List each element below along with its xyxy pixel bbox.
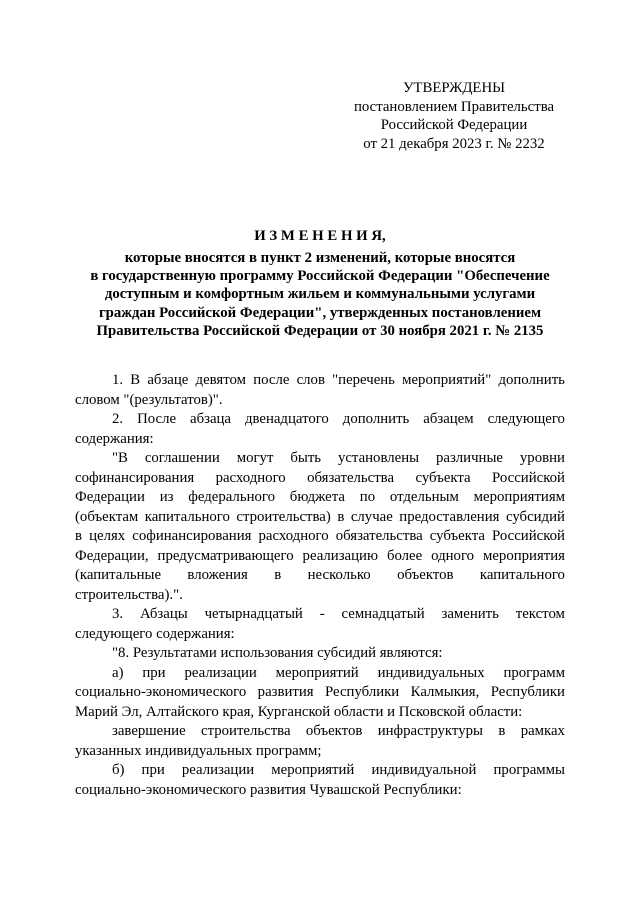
word: развития [257, 684, 314, 700]
paragraph-line [75, 410, 565, 430]
paragraph-line [75, 469, 565, 489]
word: капитального [479, 567, 565, 583]
word: предусматривающего [157, 547, 294, 564]
word: федерального [188, 489, 275, 505]
word: девятом [195, 372, 246, 388]
document-subtitle [40, 249, 600, 340]
paragraph-line [75, 683, 565, 703]
word: дополнить [498, 372, 565, 388]
paragraph-4 [75, 605, 565, 644]
word: мероприятий" [402, 372, 492, 388]
approval-stamp [344, 79, 564, 154]
subtitle-line: Правительства Российской Федерации от 30 ноября 2021 г. № 2135 [96, 322, 544, 339]
paragraph-line: Марий Эл, Алтайского края, Курганской области и Псковской области: [75, 703, 523, 720]
word: текстом [515, 606, 565, 622]
document-title: И З М Е Н Е Н И Я, [254, 228, 386, 244]
paragraph-line [75, 488, 565, 508]
word: расходного [215, 469, 286, 486]
word: 3. [112, 606, 124, 622]
word: инфраструктуры [377, 723, 483, 739]
word: вложения [187, 567, 248, 583]
word: программы [493, 762, 565, 778]
paragraph-line [75, 547, 565, 567]
word: дополнить [342, 411, 410, 427]
word: уровни [519, 450, 565, 466]
word: четырнадцатый [204, 606, 303, 622]
subtitle-line: доступным и комфортным жильем и коммунальными услугами [104, 286, 536, 303]
paragraph-line [75, 566, 565, 586]
paragraph-line [75, 664, 565, 684]
word: Республики [325, 684, 400, 700]
word: В [130, 372, 141, 388]
word: более [386, 547, 423, 564]
word: 2. [112, 411, 124, 427]
word: в [498, 723, 506, 739]
word: софинансирования [132, 528, 252, 544]
word: различные [435, 450, 503, 466]
word: Республики [490, 684, 565, 700]
document-body [75, 371, 565, 800]
subtitle-line: которые вносятся в пункт 2 изменений, которые вносятся [124, 250, 516, 266]
word: Абзацы [139, 606, 188, 622]
approval-line: Российской Федерации [380, 117, 528, 134]
subtitle-line: граждан Российской Федерации", утвержденных постановлением [98, 304, 542, 321]
word: социально-экономического [75, 684, 247, 700]
paragraph-line: указанных индивидуальных программ; [75, 742, 322, 759]
word: обязательства [335, 528, 423, 544]
word: следующего [487, 411, 565, 427]
word: бюджета [289, 489, 345, 505]
paragraph-line: "8. Результатами использования субсидий являются: [112, 645, 443, 661]
word: соглашении [144, 450, 220, 466]
word: случае [350, 508, 393, 525]
word: После [137, 411, 177, 427]
word: мероприятия [483, 547, 565, 564]
paragraph-line [75, 761, 565, 781]
word: двенадцатого [244, 411, 329, 427]
word: слов [296, 372, 325, 388]
paragraph-line [75, 605, 565, 625]
word: субсидий [505, 508, 565, 525]
paragraph-line [75, 722, 565, 742]
paragraph-line [75, 527, 565, 547]
paragraph-line: содержания: [75, 430, 154, 447]
word: завершение [112, 723, 186, 739]
word: капитального [144, 508, 230, 525]
word: "В [112, 450, 128, 466]
word: мероприятиям [473, 489, 565, 505]
paragraph-line: словом "(результатов)". [75, 391, 223, 408]
word: а) [112, 664, 124, 681]
word: семнадцатый [341, 606, 425, 622]
word: объектов [305, 723, 363, 739]
word: программ [503, 664, 565, 681]
paragraph-line [75, 508, 565, 528]
paragraph-line [75, 449, 565, 469]
word: после [253, 372, 290, 388]
paragraph-3 [75, 449, 565, 605]
word: Российской [492, 528, 565, 544]
word: одного [431, 547, 475, 564]
word: объектов [397, 567, 454, 583]
word: мероприятий [275, 664, 359, 681]
word: реализацию [302, 547, 378, 564]
approval-title: УТВЕРЖДЕНЫ [402, 80, 506, 96]
word: в [274, 567, 282, 583]
word: рамках [520, 723, 565, 739]
word: строительства [201, 723, 291, 739]
paragraph-line: социально-экономического развития Чувашской Республики: [75, 781, 462, 798]
word: софинансирования [75, 469, 195, 486]
word: Федерации [75, 489, 145, 505]
word: субъекта [415, 469, 471, 486]
word: Федерации, [75, 547, 149, 564]
paragraph-6 [75, 664, 565, 723]
word: субъекта [429, 528, 485, 544]
word: из [159, 489, 174, 505]
word: быть [290, 450, 322, 466]
paragraph-1 [75, 371, 565, 410]
subtitle-line: в государственную программу Российской Федерации "Обеспечение [90, 268, 550, 285]
word: расходного [258, 528, 329, 544]
word: абзаце [147, 372, 189, 388]
word: строительства) [236, 508, 331, 525]
word: в [337, 508, 345, 525]
word: при [141, 762, 165, 778]
word: реализации [181, 762, 255, 778]
word: 1. [112, 372, 124, 388]
word: абзаца [190, 411, 231, 427]
word: отдельным [389, 489, 459, 505]
word: б) [112, 762, 125, 778]
word: могут [236, 450, 274, 466]
word: "перечень [332, 372, 395, 388]
paragraph-line [75, 371, 565, 391]
word: по [359, 489, 376, 505]
paragraph-line: строительства).". [75, 586, 183, 603]
paragraph-2 [75, 410, 565, 449]
word: (капитальные [75, 567, 162, 583]
word: заменить [441, 606, 499, 622]
word: несколько [307, 567, 371, 583]
word: Калмыкия, [410, 684, 480, 700]
word: мероприятий [271, 762, 355, 778]
word: (объектам [75, 508, 139, 525]
paragraph-7 [75, 722, 565, 761]
word: установлены [337, 450, 420, 466]
paragraph-line: следующего содержания: [75, 625, 235, 642]
word: реализации [184, 664, 257, 681]
word: индивидуальной [371, 762, 477, 778]
word: индивидуальных [377, 664, 485, 681]
word: - [319, 606, 325, 622]
word: обязательства [307, 469, 395, 486]
word: Российской [492, 469, 565, 486]
paragraph-8 [75, 761, 565, 800]
word: абзацем [423, 411, 474, 427]
word: при [142, 664, 166, 681]
word: целях [89, 528, 126, 544]
word: предоставления [399, 508, 500, 525]
approval-line: от 21 декабря 2023 г. № 2232 [363, 136, 545, 153]
paragraph-5 [75, 644, 565, 664]
word: в [75, 528, 82, 544]
approval-line: постановлением Правительства [353, 98, 555, 115]
